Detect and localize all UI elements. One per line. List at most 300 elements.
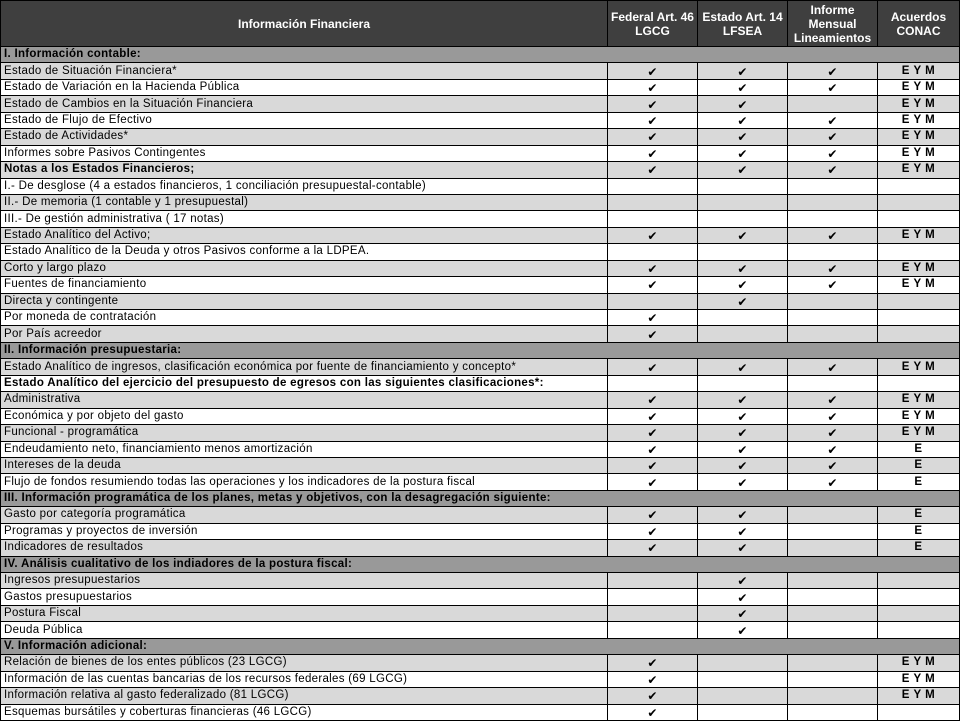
cell-acuerdos-conac (878, 605, 960, 621)
section-title: I. Información contable: (1, 47, 960, 63)
cell-informe-mensual (788, 244, 878, 260)
cell-informe-mensual (788, 622, 878, 638)
table-row (1, 211, 960, 227)
cell-acuerdos-conac: E Y M (878, 655, 960, 671)
cell-federal (608, 79, 698, 95)
table-row (1, 359, 960, 375)
cell-estado (698, 211, 788, 227)
check-mark-icon: ✔ (737, 393, 748, 408)
check-mark-icon: ✔ (737, 459, 748, 474)
cell-federal (608, 441, 698, 457)
cell-informe-mensual (788, 277, 878, 293)
table-body (1, 47, 960, 721)
cell-acuerdos-conac (878, 573, 960, 589)
check-mark-icon: ✔ (647, 113, 658, 128)
check-mark-icon: ✔ (737, 574, 748, 589)
cell-acuerdos-conac (878, 211, 960, 227)
table-row (1, 474, 960, 490)
cell-estado (698, 178, 788, 194)
check-mark-icon: ✔ (737, 541, 748, 556)
table-row (1, 457, 960, 473)
table-row (1, 605, 960, 621)
row-label: Estado Analítico del ejercicio del presupuesto de egresos con las siguientes clasificaciones*: (1, 375, 608, 391)
cell-federal (608, 622, 698, 638)
check-mark-icon: ✔ (737, 81, 748, 96)
row-label: Estado Analítico del Activo; (1, 227, 608, 243)
header-acuerdos-conac: Acuerdos CONAC (878, 1, 960, 47)
cell-informe-mensual (788, 441, 878, 457)
cell-informe-mensual (788, 194, 878, 210)
cell-informe-mensual (788, 178, 878, 194)
section-row (1, 342, 960, 358)
check-mark-icon: ✔ (827, 163, 838, 178)
cell-acuerdos-conac: E Y M (878, 688, 960, 704)
cell-acuerdos-conac (878, 244, 960, 260)
row-label: Notas a los Estados Financieros; (1, 162, 608, 178)
cell-informe-mensual (788, 589, 878, 605)
check-mark-icon: ✔ (647, 360, 658, 375)
cell-informe-mensual (788, 605, 878, 621)
check-mark-icon: ✔ (647, 64, 658, 79)
row-label: Estado de Flujo de Efectivo (1, 112, 608, 128)
row-label: Administrativa (1, 392, 608, 408)
cell-acuerdos-conac (878, 704, 960, 720)
table-row (1, 145, 960, 161)
row-label: Flujo de fondos resumiendo todas las operaciones y los indicadores de la postura fiscal (1, 474, 608, 490)
cell-informe-mensual (788, 112, 878, 128)
cell-informe-mensual (788, 227, 878, 243)
cell-informe-mensual (788, 129, 878, 145)
cell-informe-mensual (788, 145, 878, 161)
cell-estado (698, 260, 788, 276)
cell-federal (608, 326, 698, 342)
row-label: Programas y proyectos de inversión (1, 523, 608, 539)
row-label: Por moneda de contratación (1, 310, 608, 326)
cell-informe-mensual (788, 260, 878, 276)
check-mark-icon: ✔ (737, 475, 748, 490)
table-header (1, 1, 960, 47)
cell-estado (698, 704, 788, 720)
cell-acuerdos-conac (878, 326, 960, 342)
cell-federal (608, 129, 698, 145)
check-mark-icon: ✔ (647, 426, 658, 441)
cell-federal (608, 145, 698, 161)
cell-estado (698, 408, 788, 424)
cell-informe-mensual (788, 293, 878, 309)
check-mark-icon: ✔ (647, 327, 658, 342)
check-mark-icon: ✔ (827, 426, 838, 441)
row-label: Endeudamiento neto, financiamiento menos amortización (1, 441, 608, 457)
cell-informe-mensual (788, 162, 878, 178)
cell-informe-mensual (788, 310, 878, 326)
check-mark-icon: ✔ (827, 278, 838, 293)
check-mark-icon: ✔ (827, 442, 838, 457)
check-mark-icon: ✔ (737, 524, 748, 539)
cell-estado (698, 573, 788, 589)
check-mark-icon: ✔ (737, 409, 748, 424)
check-mark-icon: ✔ (647, 229, 658, 244)
row-label: Postura Fiscal (1, 605, 608, 621)
check-mark-icon: ✔ (737, 590, 748, 605)
row-label: Informes sobre Pasivos Contingentes (1, 145, 608, 161)
check-mark-icon: ✔ (647, 81, 658, 96)
table-row (1, 589, 960, 605)
cell-federal (608, 671, 698, 687)
check-mark-icon: ✔ (827, 229, 838, 244)
row-label: Fuentes de financiamiento (1, 277, 608, 293)
header-row (1, 1, 960, 47)
check-mark-icon: ✔ (647, 97, 658, 112)
cell-informe-mensual (788, 507, 878, 523)
header-estado: Estado Art. 14 LFSEA (698, 1, 788, 47)
cell-informe-mensual (788, 474, 878, 490)
cell-estado (698, 375, 788, 391)
cell-acuerdos-conac (878, 375, 960, 391)
cell-federal (608, 211, 698, 227)
cell-federal (608, 260, 698, 276)
cell-informe-mensual (788, 211, 878, 227)
cell-acuerdos-conac: E Y M (878, 227, 960, 243)
table-row (1, 293, 960, 309)
check-mark-icon: ✔ (737, 113, 748, 128)
cell-federal (608, 605, 698, 621)
cell-informe-mensual (788, 359, 878, 375)
cell-acuerdos-conac (878, 293, 960, 309)
cell-estado (698, 310, 788, 326)
table-row (1, 162, 960, 178)
cell-informe-mensual (788, 408, 878, 424)
table-row (1, 425, 960, 441)
cell-federal (608, 96, 698, 112)
cell-estado (698, 162, 788, 178)
cell-acuerdos-conac: E Y M (878, 359, 960, 375)
cell-estado (698, 293, 788, 309)
cell-acuerdos-conac: E Y M (878, 392, 960, 408)
cell-federal (608, 63, 698, 79)
cell-informe-mensual (788, 375, 878, 391)
section-title: V. Información adicional: (1, 638, 960, 654)
check-mark-icon: ✔ (827, 113, 838, 128)
cell-informe-mensual (788, 688, 878, 704)
cell-informe-mensual (788, 704, 878, 720)
cell-estado (698, 589, 788, 605)
cell-federal (608, 425, 698, 441)
check-mark-icon: ✔ (647, 278, 658, 293)
cell-federal (608, 277, 698, 293)
check-mark-icon: ✔ (827, 261, 838, 276)
cell-acuerdos-conac: E Y M (878, 671, 960, 687)
cell-acuerdos-conac: E Y M (878, 162, 960, 178)
table-row (1, 671, 960, 687)
check-mark-icon: ✔ (737, 146, 748, 161)
cell-estado (698, 227, 788, 243)
section-row (1, 638, 960, 654)
cell-acuerdos-conac: E Y M (878, 129, 960, 145)
cell-federal (608, 194, 698, 210)
check-mark-icon: ✔ (737, 97, 748, 112)
table-row (1, 688, 960, 704)
table-row (1, 655, 960, 671)
cell-estado (698, 523, 788, 539)
table-row (1, 194, 960, 210)
check-mark-icon: ✔ (827, 130, 838, 145)
table-row (1, 227, 960, 243)
cell-estado (698, 112, 788, 128)
cell-federal (608, 392, 698, 408)
check-mark-icon: ✔ (647, 393, 658, 408)
cell-acuerdos-conac: E Y M (878, 96, 960, 112)
table-row (1, 392, 960, 408)
cell-estado (698, 326, 788, 342)
cell-informe-mensual (788, 326, 878, 342)
cell-federal (608, 589, 698, 605)
cell-estado (698, 605, 788, 621)
check-mark-icon: ✔ (737, 229, 748, 244)
row-label: Estado de Variación en la Hacienda Pública (1, 79, 608, 95)
row-label: Gastos presupuestarios (1, 589, 608, 605)
row-label: Funcional - programática (1, 425, 608, 441)
cell-acuerdos-conac: E Y M (878, 260, 960, 276)
cell-acuerdos-conac: E Y M (878, 277, 960, 293)
cell-federal (608, 310, 698, 326)
row-label: Estado de Actividades* (1, 129, 608, 145)
table-row (1, 523, 960, 539)
cell-estado (698, 474, 788, 490)
check-mark-icon: ✔ (647, 672, 658, 687)
check-mark-icon: ✔ (647, 508, 658, 523)
cell-federal (608, 359, 698, 375)
check-mark-icon: ✔ (737, 623, 748, 638)
cell-federal (608, 507, 698, 523)
table-row (1, 112, 960, 128)
row-label: Información de las cuentas bancarias de los recursos federales (69 LGCG) (1, 671, 608, 687)
cell-informe-mensual (788, 523, 878, 539)
table-row (1, 507, 960, 523)
cell-acuerdos-conac (878, 178, 960, 194)
table-row (1, 277, 960, 293)
table-row (1, 540, 960, 556)
cell-estado (698, 392, 788, 408)
check-mark-icon: ✔ (647, 475, 658, 490)
cell-acuerdos-conac: E (878, 474, 960, 490)
check-mark-icon: ✔ (737, 426, 748, 441)
cell-informe-mensual (788, 540, 878, 556)
check-mark-icon: ✔ (647, 442, 658, 457)
row-label: Estado Analítico de la Deuda y otros Pasivos conforme a la LDPEA. (1, 244, 608, 260)
cell-estado (698, 129, 788, 145)
row-label: III.- De gestión administrativa ( 17 notas) (1, 211, 608, 227)
row-label: Gasto por categoría programática (1, 507, 608, 523)
check-mark-icon: ✔ (737, 508, 748, 523)
cell-informe-mensual (788, 425, 878, 441)
table-row (1, 408, 960, 424)
cell-estado (698, 145, 788, 161)
cell-estado (698, 540, 788, 556)
check-mark-icon: ✔ (647, 261, 658, 276)
table-row (1, 573, 960, 589)
cell-estado (698, 194, 788, 210)
check-mark-icon: ✔ (737, 442, 748, 457)
cell-estado (698, 425, 788, 441)
check-mark-icon: ✔ (737, 607, 748, 622)
check-mark-icon: ✔ (827, 475, 838, 490)
cell-federal (608, 227, 698, 243)
row-label: II.- De memoria (1 contable y 1 presupuestal) (1, 194, 608, 210)
cell-federal (608, 178, 698, 194)
cell-estado (698, 688, 788, 704)
check-mark-icon: ✔ (827, 146, 838, 161)
cell-federal (608, 408, 698, 424)
cell-acuerdos-conac: E (878, 523, 960, 539)
row-label: I.- De desglose (4 a estados financieros, 1 conciliación presupuestal-contable) (1, 178, 608, 194)
section-title: IV. Análisis cualitativo de los indiadores de la postura fiscal: (1, 556, 960, 572)
cell-acuerdos-conac: E (878, 507, 960, 523)
row-label: Relación de bienes de los entes públicos (23 LGCG) (1, 655, 608, 671)
cell-informe-mensual (788, 96, 878, 112)
check-mark-icon: ✔ (647, 541, 658, 556)
cell-informe-mensual (788, 457, 878, 473)
section-title: II. Información presupuestaria: (1, 342, 960, 358)
row-label: Económica y por objeto del gasto (1, 408, 608, 424)
cell-informe-mensual (788, 79, 878, 95)
table-row (1, 375, 960, 391)
row-label: Directa y contingente (1, 293, 608, 309)
table-row (1, 260, 960, 276)
section-row (1, 490, 960, 506)
row-label: Información relativa al gasto federalizado (81 LGCG) (1, 688, 608, 704)
row-label: Por País acreedor (1, 326, 608, 342)
cell-acuerdos-conac: E Y M (878, 408, 960, 424)
cell-estado (698, 79, 788, 95)
check-mark-icon: ✔ (827, 393, 838, 408)
table-row (1, 79, 960, 95)
cell-acuerdos-conac (878, 589, 960, 605)
cell-federal (608, 162, 698, 178)
check-mark-icon: ✔ (737, 163, 748, 178)
table-row (1, 441, 960, 457)
check-mark-icon: ✔ (737, 130, 748, 145)
cell-acuerdos-conac: E (878, 457, 960, 473)
cell-federal (608, 573, 698, 589)
cell-informe-mensual (788, 655, 878, 671)
check-mark-icon: ✔ (827, 459, 838, 474)
check-mark-icon: ✔ (737, 360, 748, 375)
cell-federal (608, 540, 698, 556)
cell-federal (608, 112, 698, 128)
check-mark-icon: ✔ (647, 459, 658, 474)
cell-estado (698, 507, 788, 523)
cell-estado (698, 359, 788, 375)
table-row (1, 622, 960, 638)
cell-estado (698, 96, 788, 112)
cell-estado (698, 671, 788, 687)
row-label: Estado Analítico de ingresos, clasificación económica por fuente de financiamiento y concepto* (1, 359, 608, 375)
cell-estado (698, 441, 788, 457)
cell-acuerdos-conac: E (878, 540, 960, 556)
check-mark-icon: ✔ (647, 656, 658, 671)
cell-federal (608, 293, 698, 309)
header-informe-mensual: Informe Mensual Lineamientos (788, 1, 878, 47)
cell-federal (608, 375, 698, 391)
cell-federal (608, 704, 698, 720)
cell-informe-mensual (788, 671, 878, 687)
cell-federal (608, 457, 698, 473)
cell-estado (698, 457, 788, 473)
cell-acuerdos-conac: E Y M (878, 145, 960, 161)
check-mark-icon: ✔ (827, 64, 838, 79)
check-mark-icon: ✔ (647, 409, 658, 424)
section-title: III. Información programática de los planes, metas y objetivos, con la desagregación siguiente: (1, 490, 960, 506)
row-label: Estado de Situación Financiera* (1, 63, 608, 79)
row-label: Esquemas bursátiles y coberturas financieras (46 LGCG) (1, 704, 608, 720)
cell-estado (698, 277, 788, 293)
cell-informe-mensual (788, 63, 878, 79)
row-label: Deuda Pública (1, 622, 608, 638)
table-row (1, 244, 960, 260)
table-row (1, 310, 960, 326)
section-row (1, 47, 960, 63)
check-mark-icon: ✔ (647, 705, 658, 720)
row-label: Corto y largo plazo (1, 260, 608, 276)
check-mark-icon: ✔ (737, 261, 748, 276)
row-label: Indicadores de resultados (1, 540, 608, 556)
table-row (1, 326, 960, 342)
cell-acuerdos-conac (878, 310, 960, 326)
cell-estado (698, 622, 788, 638)
cell-federal (608, 244, 698, 260)
cell-estado (698, 655, 788, 671)
cell-acuerdos-conac (878, 194, 960, 210)
cell-informe-mensual (788, 392, 878, 408)
section-row (1, 556, 960, 572)
table-row (1, 178, 960, 194)
check-mark-icon: ✔ (647, 163, 658, 178)
header-federal: Federal Art. 46 LGCG (608, 1, 698, 47)
table-row (1, 96, 960, 112)
cell-federal (608, 474, 698, 490)
cell-federal (608, 523, 698, 539)
table-row (1, 63, 960, 79)
cell-estado (698, 244, 788, 260)
check-mark-icon: ✔ (827, 81, 838, 96)
table-row (1, 704, 960, 720)
cell-acuerdos-conac: E Y M (878, 79, 960, 95)
cell-acuerdos-conac: E Y M (878, 425, 960, 441)
check-mark-icon: ✔ (737, 64, 748, 79)
cell-acuerdos-conac: E (878, 441, 960, 457)
check-mark-icon: ✔ (647, 130, 658, 145)
cell-acuerdos-conac: E Y M (878, 63, 960, 79)
cell-acuerdos-conac (878, 622, 960, 638)
cell-federal (608, 688, 698, 704)
check-mark-icon: ✔ (737, 278, 748, 293)
table-row (1, 129, 960, 145)
header-informacion-financiera: Información Financiera (1, 1, 608, 47)
cell-acuerdos-conac: E Y M (878, 112, 960, 128)
row-label: Estado de Cambios en la Situación Financiera (1, 96, 608, 112)
check-mark-icon: ✔ (647, 146, 658, 161)
check-mark-icon: ✔ (647, 311, 658, 326)
check-mark-icon: ✔ (827, 409, 838, 424)
check-mark-icon: ✔ (737, 294, 748, 309)
row-label: Intereses de la deuda (1, 457, 608, 473)
cell-informe-mensual (788, 573, 878, 589)
row-label: Ingresos presupuestarios (1, 573, 608, 589)
check-mark-icon: ✔ (647, 524, 658, 539)
check-mark-icon: ✔ (647, 689, 658, 704)
cell-estado (698, 63, 788, 79)
cell-federal (608, 655, 698, 671)
